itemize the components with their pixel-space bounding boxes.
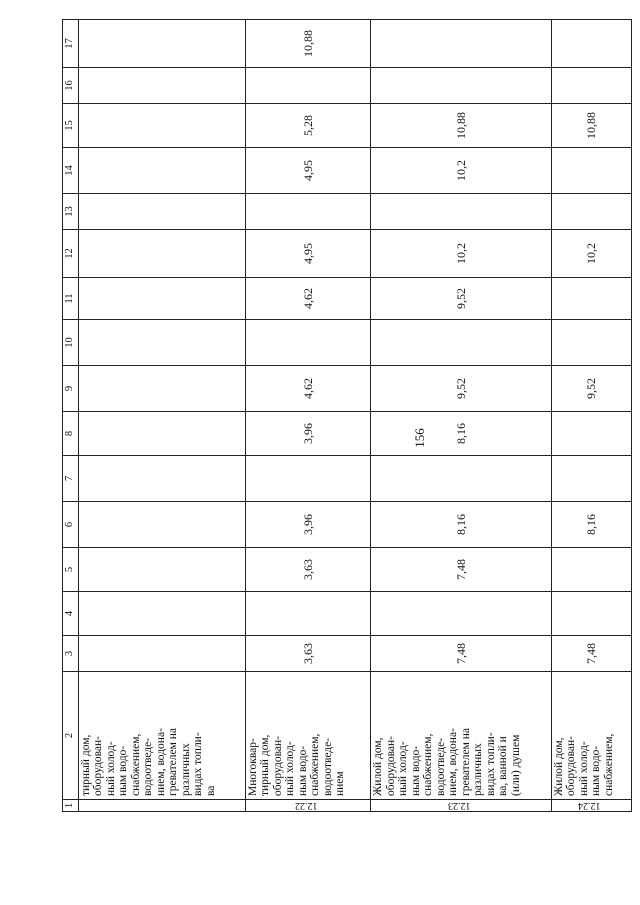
table-cell: 7,48 [551,636,631,672]
table-row [371,20,552,812]
table-cell: 10,88 [245,20,371,68]
table-cell [551,278,631,320]
table-cell [371,68,552,104]
table-cell [78,68,245,104]
table-cell: 9,52 [551,366,631,412]
table-cell [551,148,631,194]
table-cell [551,320,631,366]
table-cell [551,412,631,456]
col-header: 17 [63,20,79,68]
table-cell: 10,88 [551,104,631,148]
table-cell [551,548,631,592]
table-cell [245,320,371,366]
col-header: 8 [63,412,79,456]
col-header: 7 [63,456,79,502]
table-cell [78,636,245,672]
rotated-table-sheet [62,30,632,812]
table-cell [371,20,552,68]
table-cell: 3,96 [245,502,371,548]
table-cell: 4,95 [245,148,371,194]
table-cell: 7,48 [371,548,552,592]
table-cell [245,68,371,104]
table-cell: 8,16 [371,412,552,456]
table-cell [78,592,245,636]
row-description: Жилой дом, оборудован- ный холод- ным водо- снабжением, [551,672,631,800]
col-header: 6 [63,502,79,548]
row-id [371,800,552,812]
table-cell: 8,16 [551,502,631,548]
table-cell [78,148,245,194]
table-cell: 10,2 [551,230,631,278]
table-cell [371,194,552,230]
table-cell [551,194,631,230]
row-id-label: 12.24 [578,800,601,811]
col-header: 9 [63,366,79,412]
table-row [245,20,371,812]
table-cell: 4,95 [245,230,371,278]
col-header: 12 [63,230,79,278]
table-row [551,20,631,812]
row-id [551,800,631,812]
table-cell: 9,52 [371,366,552,412]
table-cell [78,230,245,278]
table-cell [551,20,631,68]
row-id-label: 12.22 [295,800,318,811]
col-header: 5 [63,548,79,592]
col-header: 4 [63,592,79,636]
row-description: Жилой дом, оборудован- ный холод- ным водо- снабжением, водоотведе- нием, водона- гревателем на различных видах топли- ва, ванной и (или) душем [371,672,552,800]
table-cell [245,592,371,636]
table-cell [245,456,371,502]
col-header: 16 [63,68,79,104]
col-header: 10 [63,320,79,366]
table-cell [371,320,552,366]
table-cell [78,456,245,502]
column-number-row [63,20,79,812]
table-cell [78,412,245,456]
table-cell [551,68,631,104]
table-cell: 4,62 [245,278,371,320]
table-cell: 3,63 [245,548,371,592]
table-cell: 10,88 [371,104,552,148]
row-id [78,800,245,812]
table-cell: 4,62 [245,366,371,412]
table-cell [551,592,631,636]
table-cell [371,456,552,502]
col-header: 15 [63,104,79,148]
tariff-table [62,19,632,812]
page-number: 156 [412,428,427,448]
row-id [245,800,371,812]
row-description: Многоквар- тирный дом, оборудован- ный холод- ным водо- снабжением, водоотведе- нием [245,672,371,800]
col-header: 1 [63,800,79,812]
col-header: 3 [63,636,79,672]
col-header: 2 [63,672,79,800]
col-header: 14 [63,148,79,194]
table-cell: 3,96 [245,412,371,456]
table-cell [371,592,552,636]
table-cell [78,320,245,366]
table-cell: 9,52 [371,278,552,320]
table-cell: 5,28 [245,104,371,148]
table-cell [551,456,631,502]
table-cell [78,366,245,412]
table-cell [78,20,245,68]
table-cell: 10,2 [371,148,552,194]
table-cell [245,194,371,230]
table-cell [78,104,245,148]
table-cell: 8,16 [371,502,552,548]
table-cell [78,502,245,548]
table-cell [78,278,245,320]
table-cell: 7,48 [371,636,552,672]
table-cell: 3,63 [245,636,371,672]
row-id-label: 12.23 [448,800,471,811]
col-header: 13 [63,194,79,230]
table-cell [78,194,245,230]
table-cell [78,548,245,592]
col-header: 11 [63,278,79,320]
table-cell: 10,2 [371,230,552,278]
table-row [78,20,245,812]
row-description: тирный дом, оборудован- ный холод- ным водо- снабжением, водоотведе- нием, водона- гревателем на различных видах топли- ва [78,672,245,800]
